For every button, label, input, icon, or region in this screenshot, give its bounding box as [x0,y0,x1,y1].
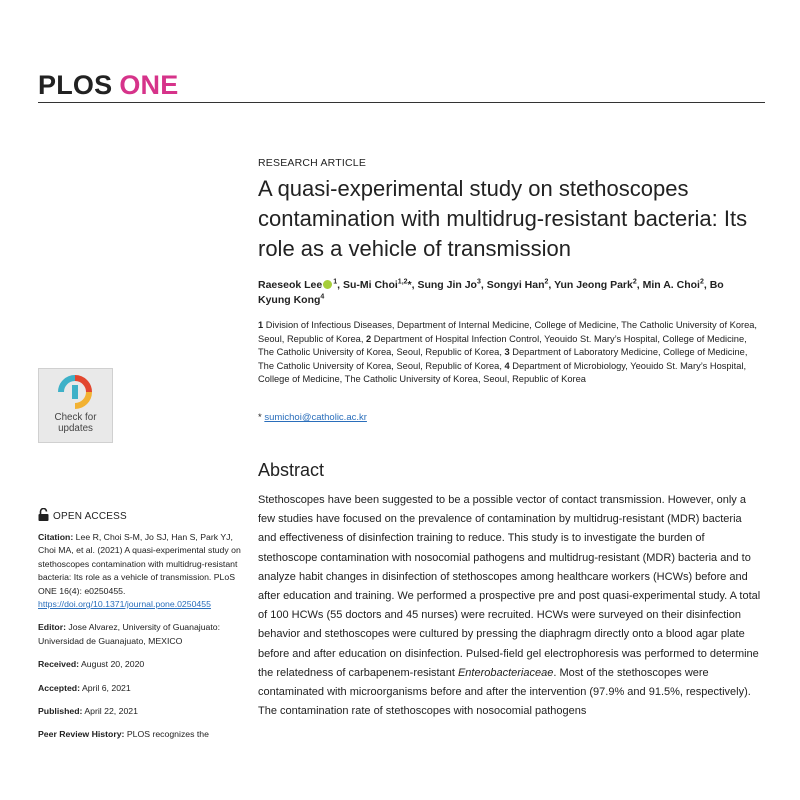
doi-link[interactable]: https://doi.org/10.1371/journal.pone.0250455 [38,599,211,610]
article-metadata-sidebar [38,531,243,752]
page-crop-edge [0,742,800,800]
author-affil-sup: 1 [333,278,338,286]
affiliation-text: Department of Microbiology, Yeouido St. Mary’s Hospital, College of Medicine, The Catholic University of Korea, Seoul, Republic of Korea [258,360,747,384]
affiliation-list [258,319,758,387]
crossmark-icon [55,374,95,414]
editor-label: Editor: [38,622,66,633]
abstract-heading: Abstract [258,460,325,480]
badge-line1: Check for [54,412,97,423]
abstract-italic-term: Enterobacteriaceae [457,666,554,679]
journal-name-part1: PLOS [38,70,113,100]
affiliation-number: 3 [504,347,510,357]
published-block [38,705,243,718]
open-access-text: OPEN ACCESS [53,511,127,522]
header-divider [38,102,765,103]
corresponding-marker: * [258,412,262,423]
accepted-date: April 6, 2021 [81,682,131,693]
author-list: Raeseok Lee $^1$, Su-Mi Choi$^{1,2}$*, Sung Jin Jo$^3$, Songyi Han$^2$, Yun Jeong Park$^2$, Min A. Choi$^2$, Bo Kyung Kong$^4$ [258,278,724,306]
author-name[interactable]: Su-Mi Choi [342,279,398,291]
open-access-label [38,508,127,524]
abstract-part1: Stethoscopes have been suggested to be a possible vector of contact transmission. However, only a few studies have focused on the prevalence of contamination by multidrug-resistant (MDR) bacteria and effectiveness of disinfection training to reduce. This study is to investigate the burden of stethoscope contamination with nosocomial pathogens and multidrug-resistant (MDR) bacteria and to analyze habit changes in disinfection of stethoscopes among healthcare workers (HCWs) before and after education and training. We performed a prospective pre and post quasi-experimental study. A total of 100 HCWs (55 doctors and 45 nurses) were recruited. HCWs were surveyed on their disinfection behavior and stethoscopes were cultured by pressing the diaphragm directly onto a blood agar plate before and after education on disinfection. Pulsed-field gel electrophoresis was performed to determine the relatedness of carbapenem-resistant [258,494,761,679]
author-name[interactable]: Raeseok Lee [258,279,323,291]
author-name[interactable]: Min A. Choi [642,279,700,291]
citation-label: Citation: [38,532,74,542]
author-name[interactable]: Yun Jeong Park [554,279,633,291]
author-affil-sup: 2 [544,278,549,286]
published-date: April 22, 2021 [84,706,138,717]
article-type: RESEARCH ARTICLE [258,157,367,169]
affiliation-text: Division of Infectious Diseases, Department of Internal Medicine, College of Medicine, The Catholic University of Korea, Seoul, Republic of Korea, [258,320,758,344]
editor-block [38,621,243,648]
published-label: Published: [38,706,83,717]
affiliation-text: Department of Laboratory Medicine, College of Medicine, The Catholic University of Korea, Seoul, Republic of Korea, [258,347,748,371]
accepted-block [38,682,243,695]
journal-logo[interactable] [38,70,178,101]
author-affil-sup: 3 [476,278,481,286]
abstract-part2: . Most of the stethoscopes were contaminated with microorganisms before and after the intervention (97.9% and 91.5%, respectively). The contamination rate of stethoscopes with nosocomial pathogens [258,666,751,718]
author-affil-sup: 1,2 [397,278,408,286]
peer-review-label: Peer Review History: [38,729,125,740]
check-for-updates-button[interactable] [38,368,113,443]
author-affil-sup: 2 [699,278,704,286]
author-name[interactable]: Bo Kyung Kong [258,279,724,306]
received-date: August 20, 2020 [80,659,145,670]
author-name[interactable]: Songyi Han [486,279,545,291]
affiliation-number: 4 [504,360,510,371]
badge-line2: updates [58,422,93,434]
corresponding-email-link[interactable]: sumichoi@catholic.ac.kr [264,412,367,423]
open-lock-icon [38,508,49,524]
accepted-label: Accepted: [38,682,80,693]
check-for-updates-label [39,413,112,434]
correspondence [258,412,367,423]
journal-name-part2: ONE [119,70,179,100]
article-title: A quasi-experimental study on stethoscopes contamination with multidrug-resistant bacteria: Its role as a vehicle of transmission [258,176,748,261]
author-affil-sup: 4 [320,293,325,301]
abstract-text [258,491,763,721]
author-affil-sup: 2 [632,278,637,286]
peer-review-text: PLOS recognizes the [126,729,209,740]
received-label: Received: [38,659,80,670]
affiliation-text: Department of Hospital Infection Control, Yeouido St. Mary’s Hospital, College of Medicine, The Catholic University of Korea, Seoul, Republic of Korea, [258,333,747,357]
citation-block [38,531,243,611]
author-name[interactable]: Sung Jin Jo [417,279,477,291]
orcid-icon[interactable] [323,280,332,289]
peer-review-block [38,728,243,741]
editor-text: Jose Alvarez, University of Guanajuato: Universidad de Guanajuato, MEXICO [38,622,221,646]
affiliation-number: 2 [366,333,372,344]
citation-text: Lee R, Choi S-M, Jo SJ, Han S, Park YJ, Choi MA, et al. (2021) A quasi-experimental study on stethoscopes contamination with multidrug-resistant bacteria: Its role as a vehicle of transmission. PLoS ONE 16(4): e0250455. [38,532,241,596]
received-block [38,658,243,671]
corresponding-marker: * [407,279,412,291]
affiliation-number: 1 [258,320,264,330]
